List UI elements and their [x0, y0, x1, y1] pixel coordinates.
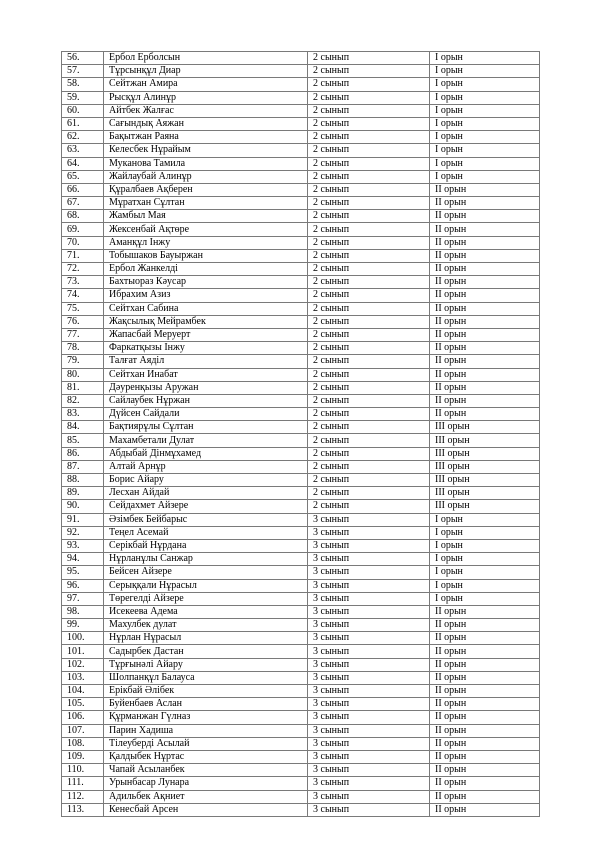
- table-row: [62, 513, 540, 526]
- student-name-cell: Сайлаубек Нұржан: [104, 394, 308, 407]
- row-number-cell: 108.: [62, 737, 104, 750]
- student-name-cell: Чапай Асыланбек: [104, 764, 308, 777]
- row-number-cell: 107.: [62, 724, 104, 737]
- place-cell: II орын: [430, 183, 540, 196]
- grade-cell: 3 сынып: [308, 619, 430, 632]
- student-name-cell: Айтбек Жалғас: [104, 104, 308, 117]
- table-row: [62, 183, 540, 196]
- place-cell: I орын: [430, 566, 540, 579]
- row-number-cell: 68.: [62, 210, 104, 223]
- place-cell: II орын: [430, 764, 540, 777]
- student-name-cell: Бақытжан Раяна: [104, 131, 308, 144]
- table-row: [62, 500, 540, 513]
- table-row: [62, 289, 540, 302]
- place-cell: II орын: [430, 328, 540, 341]
- grade-cell: 2 сынып: [308, 434, 430, 447]
- table-row: [62, 803, 540, 816]
- student-name-cell: Төрегелді Айзере: [104, 592, 308, 605]
- student-name-cell: Жапасбай Меруерт: [104, 328, 308, 341]
- grade-cell: 2 сынып: [308, 52, 430, 65]
- student-name-cell: Жексенбай Ақтөре: [104, 223, 308, 236]
- student-name-cell: Келесбек Нұрайым: [104, 144, 308, 157]
- student-name-cell: Алтай Арнұр: [104, 460, 308, 473]
- grade-cell: 3 сынып: [308, 579, 430, 592]
- table-row: [62, 104, 540, 117]
- row-number-cell: 57.: [62, 65, 104, 78]
- grade-cell: 3 сынып: [308, 777, 430, 790]
- student-name-cell: Дәуренқызы Аружан: [104, 381, 308, 394]
- student-name-cell: Кенесбай Арсен: [104, 803, 308, 816]
- place-cell: II орын: [430, 658, 540, 671]
- grade-cell: 2 сынып: [308, 276, 430, 289]
- table-row: [62, 421, 540, 434]
- student-name-cell: Исекеева Адема: [104, 605, 308, 618]
- student-name-cell: Бейсен Айзере: [104, 566, 308, 579]
- place-cell: II орын: [430, 724, 540, 737]
- student-name-cell: Құралбаев Ақберен: [104, 183, 308, 196]
- student-name-cell: Ербол Жанкелді: [104, 263, 308, 276]
- place-cell: III орын: [430, 500, 540, 513]
- student-name-cell: Ерікбай Әлібек: [104, 685, 308, 698]
- student-name-cell: Бахтыораз Кәусар: [104, 276, 308, 289]
- grade-cell: 3 сынып: [308, 737, 430, 750]
- student-name-cell: Нұрланұлы Санжар: [104, 553, 308, 566]
- grade-cell: 2 сынып: [308, 355, 430, 368]
- student-name-cell: Жамбыл Мая: [104, 210, 308, 223]
- student-name-cell: Қалдыбек Нұртас: [104, 750, 308, 763]
- place-cell: I орын: [430, 592, 540, 605]
- student-name-cell: Сағындық Аяжан: [104, 117, 308, 130]
- row-number-cell: 70.: [62, 236, 104, 249]
- table-row: [62, 698, 540, 711]
- row-number-cell: 99.: [62, 619, 104, 632]
- grade-cell: 3 сынып: [308, 605, 430, 618]
- row-number-cell: 96.: [62, 579, 104, 592]
- grade-cell: 2 сынып: [308, 408, 430, 421]
- row-number-cell: 84.: [62, 421, 104, 434]
- table-row: [62, 632, 540, 645]
- row-number-cell: 98.: [62, 605, 104, 618]
- grade-cell: 2 сынып: [308, 78, 430, 91]
- place-cell: II орын: [430, 342, 540, 355]
- grade-cell: 3 сынып: [308, 724, 430, 737]
- table-row: [62, 394, 540, 407]
- table-row: [62, 750, 540, 763]
- grade-cell: 2 сынып: [308, 131, 430, 144]
- student-name-cell: Мұратхан Сұлтан: [104, 197, 308, 210]
- grade-cell: 3 сынып: [308, 539, 430, 552]
- table-row: [62, 645, 540, 658]
- table-row: [62, 671, 540, 684]
- place-cell: III орын: [430, 421, 540, 434]
- table-row: [62, 487, 540, 500]
- grade-cell: 2 сынып: [308, 223, 430, 236]
- student-name-cell: Абдыбай Дінмұхамед: [104, 447, 308, 460]
- row-number-cell: 78.: [62, 342, 104, 355]
- student-name-cell: Тілеуберді Асылай: [104, 737, 308, 750]
- table-row: [62, 711, 540, 724]
- grade-cell: 2 сынып: [308, 236, 430, 249]
- grade-cell: 2 сынып: [308, 394, 430, 407]
- grade-cell: 2 сынып: [308, 368, 430, 381]
- table-row: [62, 526, 540, 539]
- table-row: [62, 117, 540, 130]
- grade-cell: 3 сынып: [308, 803, 430, 816]
- place-cell: I орын: [430, 91, 540, 104]
- grade-cell: 2 сынып: [308, 342, 430, 355]
- row-number-cell: 64.: [62, 157, 104, 170]
- table-row: [62, 408, 540, 421]
- grade-cell: 2 сынып: [308, 210, 430, 223]
- row-number-cell: 83.: [62, 408, 104, 421]
- row-number-cell: 81.: [62, 381, 104, 394]
- student-name-cell: Дүйсен Сайдали: [104, 408, 308, 421]
- table-row: [62, 355, 540, 368]
- place-cell: II орын: [430, 803, 540, 816]
- place-cell: I орын: [430, 78, 540, 91]
- place-cell: II орын: [430, 632, 540, 645]
- table-row: [62, 737, 540, 750]
- grade-cell: 2 сынып: [308, 65, 430, 78]
- table-row: [62, 328, 540, 341]
- place-cell: II орын: [430, 381, 540, 394]
- table-row: [62, 91, 540, 104]
- row-number-cell: 76.: [62, 315, 104, 328]
- table-row: [62, 197, 540, 210]
- table-row: [62, 474, 540, 487]
- place-cell: I орын: [430, 52, 540, 65]
- row-number-cell: 102.: [62, 658, 104, 671]
- grade-cell: 3 сынып: [308, 566, 430, 579]
- row-number-cell: 58.: [62, 78, 104, 91]
- table-row: [62, 236, 540, 249]
- row-number-cell: 74.: [62, 289, 104, 302]
- table-row: [62, 790, 540, 803]
- row-number-cell: 62.: [62, 131, 104, 144]
- place-cell: II орын: [430, 289, 540, 302]
- place-cell: II орын: [430, 223, 540, 236]
- row-number-cell: 91.: [62, 513, 104, 526]
- table-row: [62, 131, 540, 144]
- student-name-cell: Әзімбек Бейбарыс: [104, 513, 308, 526]
- place-cell: II орын: [430, 263, 540, 276]
- grade-cell: 3 сынып: [308, 698, 430, 711]
- place-cell: I орын: [430, 170, 540, 183]
- grade-cell: 2 сынып: [308, 249, 430, 262]
- row-number-cell: 101.: [62, 645, 104, 658]
- place-cell: I орын: [430, 513, 540, 526]
- grade-cell: 2 сынып: [308, 487, 430, 500]
- grade-cell: 2 сынып: [308, 197, 430, 210]
- table-row: [62, 263, 540, 276]
- student-name-cell: Парин Хадиша: [104, 724, 308, 737]
- student-name-cell: Ибрахим Азиз: [104, 289, 308, 302]
- student-name-cell: Борис Айару: [104, 474, 308, 487]
- grade-cell: 3 сынып: [308, 790, 430, 803]
- grade-cell: 3 сынып: [308, 764, 430, 777]
- row-number-cell: 69.: [62, 223, 104, 236]
- grade-cell: 2 сынып: [308, 474, 430, 487]
- place-cell: II орын: [430, 619, 540, 632]
- row-number-cell: 103.: [62, 671, 104, 684]
- row-number-cell: 90.: [62, 500, 104, 513]
- place-cell: I орын: [430, 65, 540, 78]
- grade-cell: 3 сынып: [308, 711, 430, 724]
- grade-cell: 2 сынып: [308, 183, 430, 196]
- row-number-cell: 71.: [62, 249, 104, 262]
- row-number-cell: 109.: [62, 750, 104, 763]
- place-cell: II орын: [430, 698, 540, 711]
- place-cell: II орын: [430, 685, 540, 698]
- place-cell: I орын: [430, 117, 540, 130]
- student-name-cell: Шолпанқұл Балауса: [104, 671, 308, 684]
- grade-cell: 2 сынып: [308, 117, 430, 130]
- row-number-cell: 56.: [62, 52, 104, 65]
- table-row: [62, 144, 540, 157]
- place-cell: II орын: [430, 394, 540, 407]
- student-name-cell: Құрманжан Гүлназ: [104, 711, 308, 724]
- place-cell: II орын: [430, 197, 540, 210]
- table-row: [62, 210, 540, 223]
- place-cell: I орын: [430, 553, 540, 566]
- place-cell: II орын: [430, 368, 540, 381]
- row-number-cell: 72.: [62, 263, 104, 276]
- place-cell: I орын: [430, 539, 540, 552]
- table-row: [62, 592, 540, 605]
- grade-cell: 3 сынып: [308, 750, 430, 763]
- row-number-cell: 93.: [62, 539, 104, 552]
- place-cell: II орын: [430, 276, 540, 289]
- grade-cell: 2 сынып: [308, 144, 430, 157]
- row-number-cell: 89.: [62, 487, 104, 500]
- grade-cell: 3 сынып: [308, 513, 430, 526]
- student-name-cell: Махамбетали Дулат: [104, 434, 308, 447]
- place-cell: II орын: [430, 750, 540, 763]
- table-row: [62, 579, 540, 592]
- student-name-cell: Садырбек Дастан: [104, 645, 308, 658]
- student-name-cell: Аманқұл Інжу: [104, 236, 308, 249]
- student-name-cell: Ербол Ерболсын: [104, 52, 308, 65]
- row-number-cell: 95.: [62, 566, 104, 579]
- place-cell: II орын: [430, 711, 540, 724]
- student-name-cell: Сейтхан Сабина: [104, 302, 308, 315]
- results-table-body: [62, 52, 540, 817]
- table-row: [62, 302, 540, 315]
- place-cell: II орын: [430, 210, 540, 223]
- student-name-cell: Бақтиярұлы Сұлтан: [104, 421, 308, 434]
- place-cell: I орын: [430, 144, 540, 157]
- table-row: [62, 368, 540, 381]
- row-number-cell: 63.: [62, 144, 104, 157]
- row-number-cell: 111.: [62, 777, 104, 790]
- table-row: [62, 658, 540, 671]
- grade-cell: 2 сынып: [308, 263, 430, 276]
- row-number-cell: 112.: [62, 790, 104, 803]
- table-row: [62, 777, 540, 790]
- place-cell: II орын: [430, 777, 540, 790]
- grade-cell: 2 сынып: [308, 104, 430, 117]
- row-number-cell: 65.: [62, 170, 104, 183]
- row-number-cell: 104.: [62, 685, 104, 698]
- row-number-cell: 97.: [62, 592, 104, 605]
- place-cell: II орын: [430, 315, 540, 328]
- place-cell: II орын: [430, 249, 540, 262]
- grade-cell: 2 сынып: [308, 381, 430, 394]
- grade-cell: 3 сынып: [308, 553, 430, 566]
- grade-cell: 2 сынып: [308, 447, 430, 460]
- table-row: [62, 78, 540, 91]
- row-number-cell: 86.: [62, 447, 104, 460]
- student-name-cell: Фаркатқызы Інжу: [104, 342, 308, 355]
- place-cell: I орын: [430, 131, 540, 144]
- table-row: [62, 249, 540, 262]
- row-number-cell: 73.: [62, 276, 104, 289]
- place-cell: II орын: [430, 737, 540, 750]
- student-name-cell: Жақсылық Мейрамбек: [104, 315, 308, 328]
- row-number-cell: 60.: [62, 104, 104, 117]
- student-name-cell: Жайлаубай Алинұр: [104, 170, 308, 183]
- row-number-cell: 110.: [62, 764, 104, 777]
- row-number-cell: 67.: [62, 197, 104, 210]
- student-name-cell: Адильбек Ақниет: [104, 790, 308, 803]
- table-row: [62, 170, 540, 183]
- table-row: [62, 619, 540, 632]
- table-row: [62, 315, 540, 328]
- grade-cell: 3 сынып: [308, 658, 430, 671]
- row-number-cell: 85.: [62, 434, 104, 447]
- place-cell: II орын: [430, 645, 540, 658]
- place-cell: III орын: [430, 447, 540, 460]
- table-row: [62, 460, 540, 473]
- student-name-cell: Тұрғынәлі Айару: [104, 658, 308, 671]
- grade-cell: 2 сынып: [308, 315, 430, 328]
- student-name-cell: Талғат Аяділ: [104, 355, 308, 368]
- grade-cell: 2 сынып: [308, 460, 430, 473]
- grade-cell: 3 сынып: [308, 685, 430, 698]
- row-number-cell: 113.: [62, 803, 104, 816]
- place-cell: II орын: [430, 355, 540, 368]
- row-number-cell: 94.: [62, 553, 104, 566]
- table-row: [62, 685, 540, 698]
- place-cell: I орын: [430, 526, 540, 539]
- grade-cell: 2 сынып: [308, 421, 430, 434]
- grade-cell: 2 сынып: [308, 328, 430, 341]
- student-name-cell: Серыққали Нұрасыл: [104, 579, 308, 592]
- row-number-cell: 77.: [62, 328, 104, 341]
- student-name-cell: Сейтжан Амира: [104, 78, 308, 91]
- table-row: [62, 605, 540, 618]
- grade-cell: 2 сынып: [308, 170, 430, 183]
- table-row: [62, 764, 540, 777]
- student-name-cell: Теңел Асемай: [104, 526, 308, 539]
- row-number-cell: 75.: [62, 302, 104, 315]
- student-name-cell: Нұрлан Нұрасыл: [104, 632, 308, 645]
- row-number-cell: 88.: [62, 474, 104, 487]
- row-number-cell: 66.: [62, 183, 104, 196]
- grade-cell: 2 сынып: [308, 500, 430, 513]
- place-cell: III орын: [430, 487, 540, 500]
- place-cell: II орын: [430, 302, 540, 315]
- table-row: [62, 157, 540, 170]
- table-row: [62, 724, 540, 737]
- row-number-cell: 87.: [62, 460, 104, 473]
- table-row: [62, 539, 540, 552]
- table-row: [62, 381, 540, 394]
- place-cell: II орын: [430, 671, 540, 684]
- student-name-cell: Буйенбаев Аслан: [104, 698, 308, 711]
- row-number-cell: 106.: [62, 711, 104, 724]
- row-number-cell: 105.: [62, 698, 104, 711]
- grade-cell: 3 сынып: [308, 671, 430, 684]
- place-cell: III орын: [430, 474, 540, 487]
- table-row: [62, 52, 540, 65]
- grade-cell: 3 сынып: [308, 632, 430, 645]
- table-row: [62, 553, 540, 566]
- grade-cell: 3 сынып: [308, 645, 430, 658]
- student-name-cell: Муканова Тамила: [104, 157, 308, 170]
- row-number-cell: 92.: [62, 526, 104, 539]
- student-name-cell: Тұрсынқұл Диар: [104, 65, 308, 78]
- place-cell: I орын: [430, 157, 540, 170]
- table-row: [62, 342, 540, 355]
- place-cell: II орын: [430, 236, 540, 249]
- row-number-cell: 82.: [62, 394, 104, 407]
- grade-cell: 2 сынып: [308, 91, 430, 104]
- grade-cell: 2 сынып: [308, 289, 430, 302]
- student-name-cell: Серікбай Нұрдана: [104, 539, 308, 552]
- student-name-cell: Тобышаков Бауыржан: [104, 249, 308, 262]
- table-row: [62, 434, 540, 447]
- row-number-cell: 100.: [62, 632, 104, 645]
- student-name-cell: Лесхан Айдай: [104, 487, 308, 500]
- place-cell: III орын: [430, 434, 540, 447]
- table-row: [62, 566, 540, 579]
- place-cell: II орын: [430, 790, 540, 803]
- results-table: [61, 51, 540, 817]
- row-number-cell: 59.: [62, 91, 104, 104]
- table-row: [62, 223, 540, 236]
- table-row: [62, 65, 540, 78]
- row-number-cell: 79.: [62, 355, 104, 368]
- student-name-cell: Урынбасар Лунара: [104, 777, 308, 790]
- place-cell: I орын: [430, 579, 540, 592]
- student-name-cell: Сейтхан Инабат: [104, 368, 308, 381]
- row-number-cell: 80.: [62, 368, 104, 381]
- place-cell: I орын: [430, 104, 540, 117]
- table-row: [62, 447, 540, 460]
- student-name-cell: Сейдахмет Айзере: [104, 500, 308, 513]
- student-name-cell: Махулбек дулат: [104, 619, 308, 632]
- grade-cell: 3 сынып: [308, 592, 430, 605]
- grade-cell: 3 сынып: [308, 526, 430, 539]
- student-name-cell: Рысқұл Алинұр: [104, 91, 308, 104]
- table-row: [62, 276, 540, 289]
- place-cell: II орын: [430, 605, 540, 618]
- grade-cell: 2 сынып: [308, 302, 430, 315]
- place-cell: III орын: [430, 460, 540, 473]
- place-cell: II орын: [430, 408, 540, 421]
- grade-cell: 2 сынып: [308, 157, 430, 170]
- row-number-cell: 61.: [62, 117, 104, 130]
